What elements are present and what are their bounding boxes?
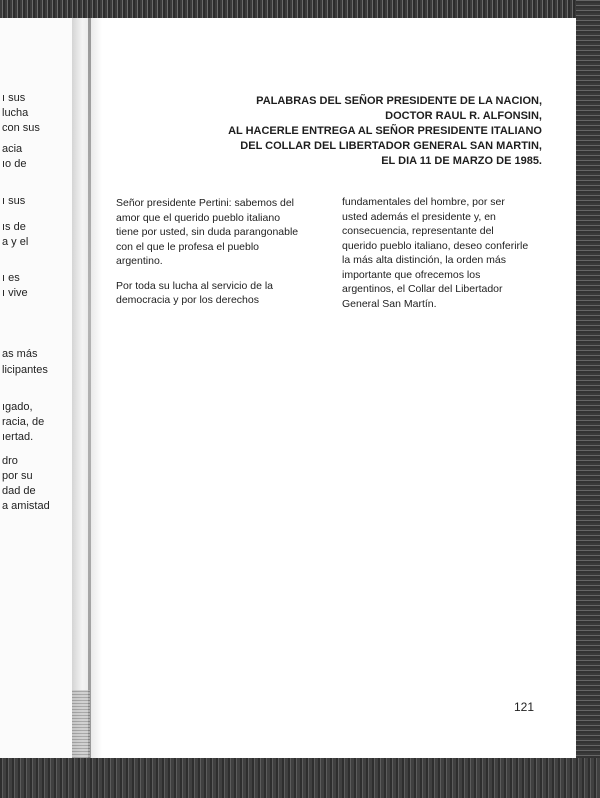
left-page-edge (0, 18, 72, 758)
left-fragment: ıo de (2, 158, 27, 170)
speech-heading (162, 94, 542, 169)
text-line: amor que el querido pueblo italiano (116, 211, 281, 224)
heading-line: AL HACERLE ENTREGA AL SEÑOR PRESIDENTE ITALIANO (228, 125, 542, 137)
text-line: con el que le profesa el pueblo (116, 240, 260, 253)
page-gutter (72, 18, 102, 758)
left-fragment: dad de (2, 485, 36, 497)
left-fragment: a amistad (2, 500, 50, 512)
text-line: usted además el presidente y, en (342, 210, 496, 223)
left-fragment: ı sus (2, 195, 26, 207)
heading-line: DEL COLLAR DEL LIBERTADOR GENERAL SAN MARTIN, (240, 140, 542, 152)
left-fragment: ı es (2, 272, 20, 284)
left-fragment: lucha (2, 107, 29, 119)
text-line: consecuencia, representante del (342, 225, 494, 237)
text-line: democracia y por los derechos (116, 294, 259, 306)
left-fragment: ıertad. (2, 431, 34, 443)
left-fragment: dro (2, 455, 18, 467)
paragraph (116, 279, 316, 308)
text-line: Señor presidente Pertini: sabemos del (116, 197, 295, 209)
heading-line: EL DIA 11 DE MARZO DE 1985. (381, 155, 542, 167)
text-line: Por toda su lucha al servicio de la (116, 279, 274, 292)
left-fragment: por su (2, 470, 33, 482)
left-fragment: as más (2, 348, 38, 360)
left-fragment: ıs de (2, 221, 26, 233)
left-fragment: ı vive (2, 287, 28, 299)
page-number: 121 (514, 700, 535, 714)
body-column-left (116, 196, 316, 318)
left-fragment: licipantes (2, 364, 48, 376)
text-line: fundamentales del hombre, por ser (342, 196, 505, 208)
heading-line: DOCTOR RAUL R. ALFONSIN, (385, 110, 542, 122)
left-fragment: con sus (2, 122, 40, 134)
left-fragment: ıgado, (2, 401, 33, 413)
heading-line: PALABRAS DEL SEÑOR PRESIDENTE DE LA NACION, (256, 95, 542, 107)
text-line: argentinos, el Collar del Libertador (342, 283, 503, 295)
left-fragment: a y el (2, 236, 29, 248)
text-line: importante que ofrecemos los (342, 268, 481, 281)
paragraph (342, 195, 542, 311)
body-column-right (342, 195, 542, 321)
text-line: la más alta distinción, la orden más (342, 254, 506, 266)
scan-border-bottom (0, 758, 600, 798)
gutter-shadow (88, 18, 91, 758)
left-fragment: acia (2, 143, 23, 155)
left-fragment: racia, de (2, 416, 45, 428)
text-line: querido pueblo italiano, deseo conferirle (342, 239, 529, 252)
text-line: argentino. (116, 255, 163, 267)
paragraph (116, 196, 316, 269)
text-line: tiene por usted, sin duda parangonable (116, 226, 299, 238)
text-line: General San Martín. (342, 297, 437, 310)
scan-border-right (576, 0, 600, 798)
left-fragment: ı sus (2, 92, 26, 104)
scan-border-top (0, 0, 600, 18)
gutter-scan-noise (72, 690, 90, 758)
